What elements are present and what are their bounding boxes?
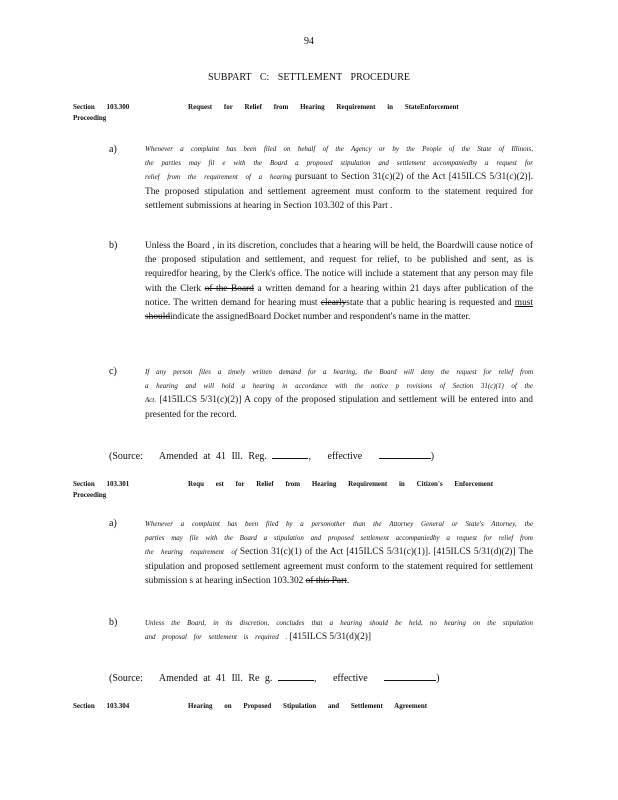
paragraph-text: a written demand for a hearing within 21 days after publication of the notice. The written demand for hearing must [145, 283, 533, 308]
source-suffix: ) [436, 673, 440, 684]
paragraph-301-a [145, 517, 533, 588]
section-title: Request for Relief from Hearing Requirement in StateEnforcement [188, 103, 459, 111]
paragraph-text: Section 31(c)(1) of the Act [415ILCS 5/31(c)(1)]. [415ILCS 5/31(d)(2)] The stipulation and proposed settlement agreement must conform to the statement required for settlement submission s at hearing inSection 103.302 [145, 547, 534, 586]
paragraph-300-b [145, 239, 533, 324]
paragraph-text: [415ILCS 5/31(c)(2)] A copy of the proposed stipulation and settlement will be entered into and presented for the record. [145, 395, 533, 420]
source-prefix: (Source: [109, 451, 143, 462]
blank-line [272, 449, 308, 459]
paragraph-text: indicate the assignedBoard Docket number and respondent's name in the matter. [170, 312, 471, 323]
paragraph-text: . [346, 575, 350, 586]
paragraph-text: pursuant to Section 31(c)(2) of the Act [415ILCS 5/31(c)(2)]. The proposed stipulation and settlement agreement must conform to the statement required for settlement submissions at hearing in Section 103.302 of this Part . [145, 172, 533, 211]
source-amended: Amended at 41 Ill. Reg. [158, 451, 267, 462]
paragraph-300-c [145, 365, 533, 422]
item-label-a: a) [109, 144, 117, 155]
paragraph-text: state that a public hearing is requested and [346, 297, 512, 308]
struck-text: should [145, 312, 171, 323]
section-title-continued: Proceeding [73, 491, 107, 499]
source-prefix: (Source: [109, 673, 143, 684]
blank-line [384, 671, 436, 681]
source-note-300 [109, 449, 434, 462]
inserted-text: must [514, 297, 534, 308]
section-title-continued: Proceeding [73, 114, 107, 122]
section-heading-103-301 [73, 479, 493, 501]
source-effective: effective [332, 673, 368, 684]
item-label-c: c) [109, 366, 117, 377]
section-heading-103-300 [73, 102, 459, 124]
subpart-title: SUBPART C: SETTLEMENT PROCEDURE [208, 72, 410, 83]
statutory-text: If any person files a timely written demand for a hearing, the Board will deny the request for relief from a hearing and will hold a hearing in accordance with the notice p rovisions of Section 31(c)(1) of the Act. [145, 368, 533, 405]
statutory-text: Whenever a complaint has been filed on behalf of the Agency or by the People of the State of Illinois, the parties may fil e with the Board a proposed stipulation and settlement accompaniedby a request for relief from the requirement of a hearing [145, 145, 533, 182]
source-comma: , [313, 673, 317, 684]
item-label-b: b) [109, 240, 118, 251]
section-number: Section 103.301 [73, 480, 130, 488]
item-label-b: b) [109, 617, 118, 628]
blank-line [278, 671, 314, 681]
source-suffix: ) [430, 451, 435, 462]
section-title: Requ est for Relief from Hearing Requirement in Citizen's Enforcement [188, 480, 494, 488]
source-effective: effective [327, 451, 363, 462]
paragraph-301-b [145, 616, 533, 644]
page-number: 94 [304, 36, 314, 47]
struck-text: clearly [320, 297, 347, 308]
section-number: Section 103.300 [73, 103, 130, 111]
section-heading-103-304 [73, 701, 427, 712]
struck-text: of the Board [204, 283, 254, 294]
source-comma: , [308, 451, 311, 462]
statutory-text: Unless the Board, in its discretion, concludes that a hearing should be held, no hearing on the stipulation and proposal for settlement is required . [145, 619, 533, 642]
blank-line [379, 449, 431, 459]
paragraph-300-a [145, 142, 533, 213]
statutory-text: Whenever a complaint has been filed by a personother than the Attorney General or State's Attorney, the parties may file with the Board a stipulation and proposed settlement accompaniedby a request for relief from the hearing requirement of [145, 520, 533, 557]
struck-text: of this Part [305, 575, 347, 586]
section-title: Hearing on Proposed Stipulation and Settlement Agreement [188, 702, 428, 710]
paragraph-text: [415ILCS 5/31(d)(2)] [289, 632, 372, 643]
item-label-a: a) [109, 518, 117, 529]
source-note-301 [109, 671, 440, 684]
section-number: Section 103.304 [73, 702, 130, 710]
paragraph-text: Unless the Board , in its discretion, concludes that a hearing will be held, the Boardwill cause notice of the proposed stipulation and settlement, and request for relief, to be published and sent, as is requiredfor hearing, by the Clerk's office. The notice will include a statement that any person may file with the Clerk [145, 241, 533, 294]
source-amended: Amended at 41 Ill. Re g. [158, 673, 273, 684]
